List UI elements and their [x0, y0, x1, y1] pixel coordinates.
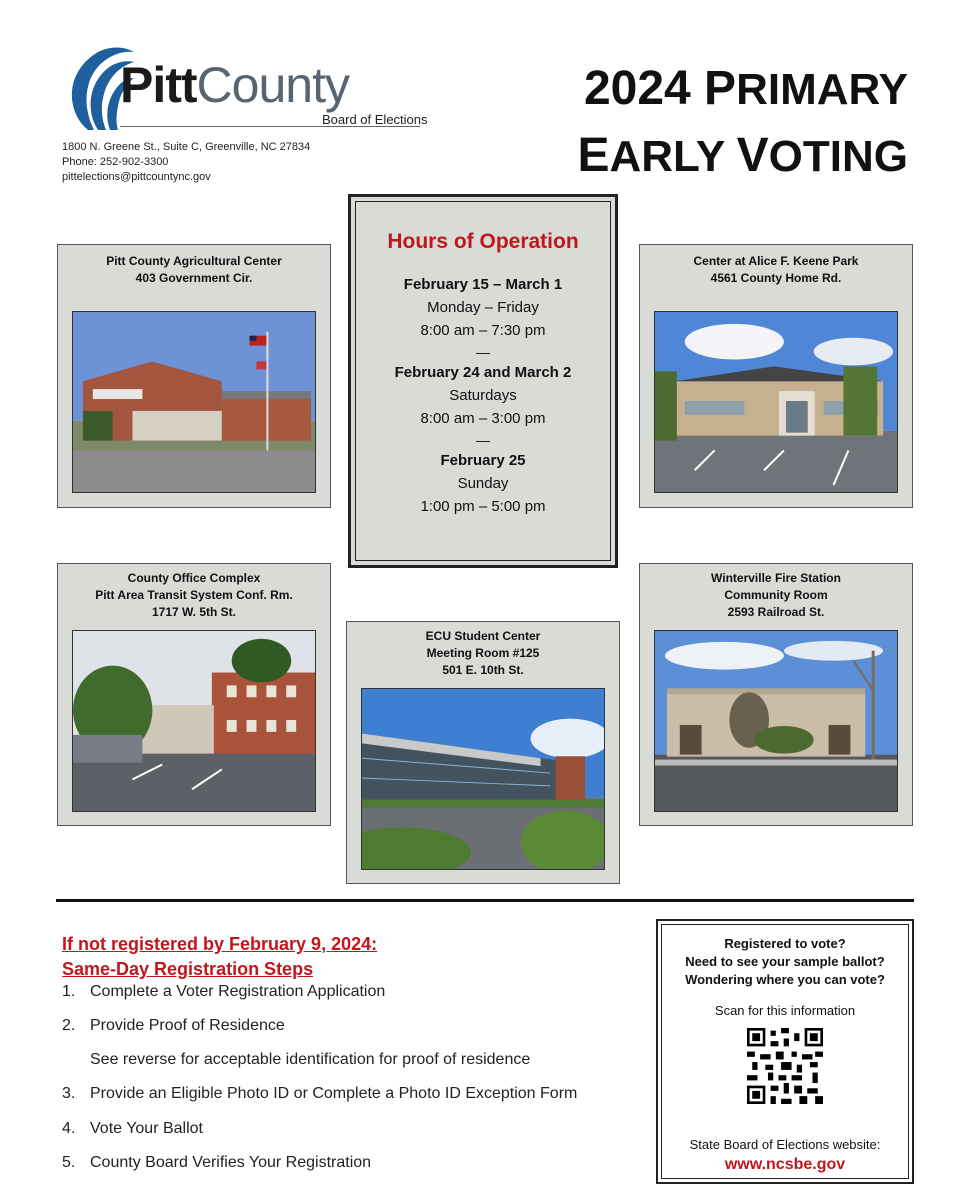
- location-name: [640, 253, 912, 287]
- title-line-2: [577, 123, 908, 190]
- location-line: County Office Complex: [127, 571, 261, 585]
- step-number: 5.: [62, 1154, 76, 1171]
- location-address: 4561 County Home Rd.: [710, 271, 842, 285]
- hours-block-saturdays: [356, 362, 610, 430]
- location-line: Community Room: [724, 588, 828, 602]
- location-line: ECU Student Center: [425, 629, 541, 643]
- title-arly: ARLY: [609, 132, 737, 181]
- location-line: Meeting Room #125: [426, 646, 540, 660]
- hours-of-operation-panel: [348, 194, 618, 568]
- hours-days: Saturdays: [449, 387, 517, 404]
- hours-date: February 24 and March 2: [394, 364, 572, 381]
- hours-title: Hours of Operation: [387, 230, 579, 253]
- title-oting: OTING: [768, 132, 908, 181]
- logo-county: County: [196, 57, 349, 113]
- contact-info: [62, 140, 310, 185]
- title-v: V: [736, 129, 769, 182]
- title-prefix: 2024 P: [583, 62, 737, 115]
- hours-time: 1:00 pm – 5:00 pm: [420, 498, 546, 515]
- phone-line: Phone: 252-902-3300: [62, 156, 169, 168]
- location-address: 1717 W. 5th St.: [151, 605, 237, 619]
- site-label: State Board of Elections website:: [689, 1137, 881, 1152]
- step-text: Complete a Voter Registration Application: [90, 983, 386, 1000]
- list-item: [62, 1085, 577, 1103]
- location-ag-center: [57, 244, 331, 508]
- photo-ecu: [361, 688, 605, 870]
- step-text: Provide Proof of Residence: [90, 1017, 285, 1034]
- location-keene-park: [639, 244, 913, 508]
- qr-question-2: Need to see your sample ballot?: [685, 954, 885, 969]
- step-note: See reverse for acceptable identification for proof of residence: [90, 1051, 531, 1068]
- hours-days: Sunday: [457, 475, 509, 492]
- registration-heading: [62, 932, 377, 982]
- address-line: 1800 N. Greene St., Suite C, Greenville, NC 27834: [62, 141, 311, 153]
- qr-code-icon[interactable]: [747, 1028, 823, 1104]
- step-text: Vote Your Ballot: [90, 1120, 203, 1137]
- location-line: Pitt County Agricultural Center: [106, 254, 282, 268]
- hours-date: February 15 – March 1: [403, 276, 563, 293]
- location-name: [347, 628, 619, 679]
- registration-heading-line-1: If not registered by February 9, 2024:: [62, 934, 378, 954]
- hours-date: February 25: [440, 452, 526, 469]
- step-number: 4.: [62, 1120, 76, 1137]
- list-item: [62, 1017, 285, 1035]
- list-item: [62, 1051, 530, 1069]
- qr-question-3: Wondering where you can vote?: [685, 972, 885, 987]
- location-office-complex: [57, 563, 331, 826]
- step-text: County Board Verifies Your Registration: [90, 1154, 372, 1171]
- hours-block-weekdays: [356, 274, 610, 342]
- location-address: 403 Government Cir.: [135, 271, 253, 285]
- hours-inner: [355, 201, 611, 561]
- logo-subtitle: Board of Elections: [322, 112, 428, 127]
- hours-days: Monday – Friday: [427, 299, 539, 316]
- list-item: [62, 983, 385, 1001]
- step-text: Provide an Eligible Photo ID or Complete a Photo ID Exception Form: [90, 1085, 578, 1102]
- photo-winterville: [654, 630, 898, 812]
- email-line: pittelections@pittcountync.gov: [62, 171, 211, 183]
- hours-separator: —: [476, 432, 490, 448]
- logo-wordmark: [120, 57, 349, 113]
- location-name: [640, 570, 912, 621]
- section-divider: [56, 899, 914, 902]
- qr-question-1: Registered to vote?: [724, 936, 846, 951]
- location-line: Pitt Area Transit System Conf. Rm.: [95, 588, 293, 602]
- hours-separator: —: [476, 344, 490, 360]
- location-winterville: [639, 563, 913, 826]
- title-e: E: [577, 129, 610, 182]
- location-line: Winterville Fire Station: [711, 571, 841, 585]
- location-name: [58, 253, 330, 287]
- list-item: [62, 1120, 203, 1138]
- photo-keene-park: [654, 311, 898, 493]
- qr-info-box: [656, 919, 914, 1184]
- title-rest: RIMARY: [736, 65, 908, 114]
- location-ecu: [346, 621, 620, 884]
- hours-time: 8:00 am – 7:30 pm: [420, 322, 546, 339]
- qr-questions: [662, 935, 908, 989]
- location-address: 2593 Railroad St.: [727, 605, 825, 619]
- hours-block-sunday: [356, 450, 610, 518]
- ncsbe-link[interactable]: www.ncsbe.gov: [724, 1156, 846, 1173]
- logo-pitt: Pitt: [120, 57, 197, 113]
- qr-info-inner: [661, 924, 909, 1179]
- step-number: 1.: [62, 983, 76, 1000]
- step-number: 3.: [62, 1085, 76, 1102]
- location-line: Center at Alice F. Keene Park: [693, 254, 859, 268]
- registration-heading-line-2: Same-Day Registration Steps: [62, 959, 314, 979]
- list-item: [62, 1154, 371, 1172]
- photo-ag-center: [72, 311, 316, 493]
- qr-scan-label: Scan for this information: [714, 1003, 856, 1018]
- hours-time: 8:00 am – 3:00 pm: [420, 410, 546, 427]
- location-name: [58, 570, 330, 621]
- title-line-1: [577, 56, 908, 123]
- page-title: [577, 56, 908, 190]
- location-address: 501 E. 10th St.: [442, 663, 524, 677]
- photo-office-complex: [72, 630, 316, 812]
- step-number: 2.: [62, 1017, 76, 1034]
